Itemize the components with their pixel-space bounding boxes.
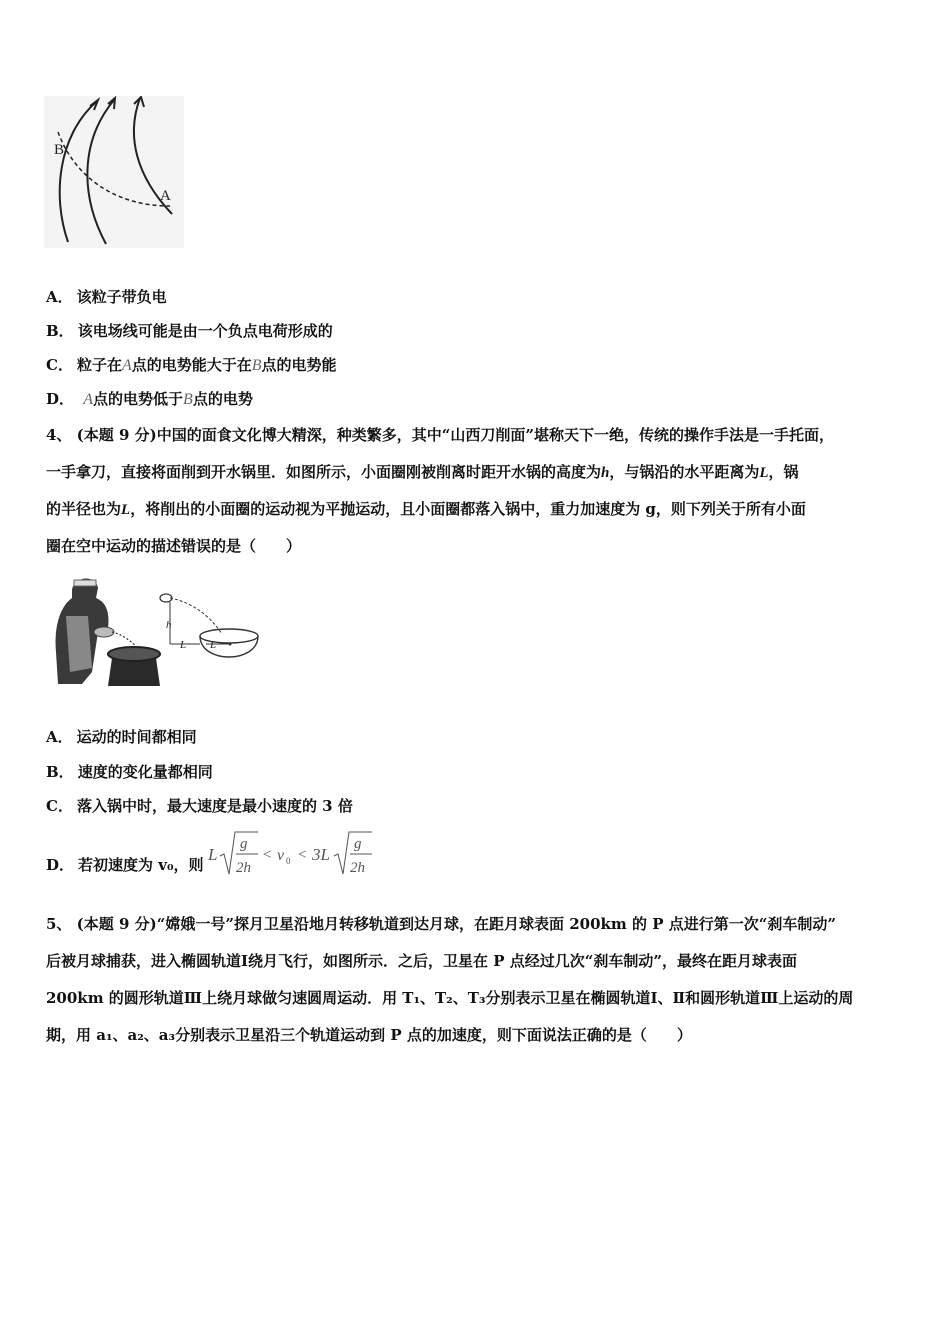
- q4-option-c[interactable]: C． 落入锅中时，最大速度是最小速度的 3 倍: [46, 797, 353, 815]
- formula-l: L: [208, 845, 218, 864]
- q3-option-d[interactable]: D． A点的电势低于B点的电势: [46, 390, 253, 408]
- q3-option-c[interactable]: C． 粒子在A点的电势能大于在B点的电势能: [46, 356, 337, 374]
- formula-den-1: 2h: [236, 860, 251, 876]
- q4-option-a[interactable]: A． 运动的时间都相同: [46, 728, 197, 746]
- label-h: h: [166, 619, 172, 631]
- formula-v0-sub: 0: [286, 856, 291, 866]
- var-l: L: [121, 502, 131, 518]
- q4-option-b[interactable]: B． 速度的变化量都相同: [46, 763, 213, 781]
- noodle-cutting-figure: [52, 572, 264, 688]
- formula-g-2: g: [354, 836, 362, 852]
- q4-stem-line-4: 圈在空中运动的描述错误的是（ ）: [46, 537, 302, 555]
- point-a-label: A: [160, 188, 171, 204]
- var-b: B: [251, 357, 262, 374]
- formula-lt-2: <: [298, 847, 307, 863]
- bowl-icon: [200, 636, 258, 657]
- q5-stem-line-1: 5、 (本题 9 分)“嫦娥一号”探月卫星沿地月转移轨道到达月球，在距月球表面 200km 的 P 点进行第一次“刹车制动”: [46, 915, 836, 933]
- q3-option-b[interactable]: B． 该电场线可能是由一个负点电荷形成的: [46, 322, 333, 340]
- q5-stem-line-3: 200km 的圆形轨道Ⅲ上绕月球做匀速圆周运动．用 T₁、T₂、T₃分别表示卫星在椭圆轨道Ⅰ、Ⅱ和圆形轨道Ⅲ上运动的周: [46, 989, 854, 1007]
- formula-v0: v: [277, 847, 285, 864]
- q4-option-d[interactable]: D． 若初速度为 v₀，则: [46, 856, 204, 874]
- formula-3l: 3L: [312, 845, 330, 864]
- var-a: A: [83, 391, 94, 408]
- var-a: A: [121, 357, 132, 374]
- q5-stem-line-2: 后被月球捕获，进入椭圆轨道Ⅰ绕月飞行，如图所示．之后，卫星在 P 点经过几次“刹车制动”，最终在距月球表面: [46, 952, 798, 970]
- velocity-range-formula: [206, 828, 374, 880]
- label-l1: L: [180, 639, 187, 651]
- var-l: L: [759, 465, 769, 481]
- var-h: h: [601, 465, 610, 481]
- formula-den-2: 2h: [350, 860, 365, 876]
- stove-icon: [108, 658, 160, 686]
- var-b: B: [183, 391, 193, 408]
- q4-stem-line-2: 一手拿刀，直接将面削到开水锅里．如图所示，小面圈刚被削离时距开水锅的高度为h，与锅沿的水平距离为L，锅: [46, 463, 799, 481]
- formula-lt-1: <: [263, 847, 272, 863]
- field-lines-figure: [44, 96, 184, 248]
- point-b-label: B: [54, 142, 65, 158]
- pot-icon: [108, 647, 160, 661]
- label-l2: L: [210, 639, 217, 651]
- q4-stem-line-1: 4、 (本题 9 分)中国的面食文化博大精深，种类繁多，其中“山西刀削面”堪称天下一绝，传统的操作手法是一手托面，: [46, 426, 834, 444]
- q3-option-a[interactable]: A． 该粒子带负电: [46, 288, 167, 306]
- formula-g-1: g: [240, 836, 248, 852]
- q5-stem-line-4: 期，用 a₁、a₂、a₃分别表示卫星沿三个轨道运动到 P 点的加速度，则下面说法正确的是（ ）: [46, 1026, 692, 1044]
- q4-stem-line-3: 的半径也为L，将削出的小面圈的运动视为平抛运动，且小面圈都落入锅中，重力加速度为 g，则下列关于所有小面: [46, 500, 806, 518]
